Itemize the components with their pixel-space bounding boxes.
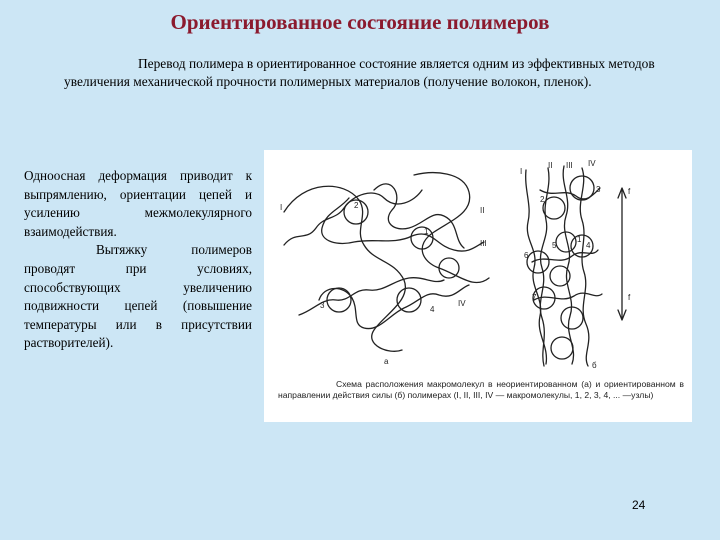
label-a-chain-IV: IV bbox=[458, 299, 466, 308]
figure-caption-text: Схема расположения макромолекул в неориентированном (а) и ориентированном в направлении действия силы (б) полимерах (I, II, III, IV — макромолекулы, 1, 2, 3, 4, ... —узлы) bbox=[278, 379, 684, 400]
chain-a-VI bbox=[284, 190, 422, 245]
intro-paragraph bbox=[64, 55, 664, 91]
label-b-chain-I: I bbox=[520, 167, 523, 176]
polymer-scheme-figure bbox=[264, 150, 692, 422]
label-a-chain-II: II bbox=[480, 206, 485, 215]
label-b-node-5: 5 bbox=[552, 241, 557, 250]
label-a-node-3: 3 bbox=[320, 301, 325, 310]
intro-text: Перевод полимера в ориентированное состояние является одним из эффективных методов увеличения механической прочности полимерных материалов (получение волокон, пленок). bbox=[64, 56, 655, 89]
label-a-chain-III: III bbox=[480, 239, 487, 248]
label-a-node-2: 2 bbox=[354, 201, 359, 210]
label-b-panel: б bbox=[592, 361, 597, 370]
label-a-chain-I: I bbox=[280, 203, 283, 212]
label-b-node-7: 7 bbox=[532, 293, 537, 302]
label-b-chain-II: II bbox=[548, 161, 553, 170]
label-a-panel: а bbox=[384, 357, 389, 366]
label-b-node-1: 1 bbox=[577, 235, 582, 244]
label-a-node-4: 4 bbox=[430, 305, 435, 314]
label-b-node-6: 6 bbox=[524, 251, 529, 260]
node-b-8 bbox=[561, 307, 583, 329]
label-b-node-4: 4 bbox=[586, 241, 591, 250]
figure-caption bbox=[278, 379, 684, 401]
label-b-force-top: f bbox=[628, 187, 631, 196]
page-number: 24 bbox=[632, 498, 646, 512]
chain-b-VII bbox=[534, 293, 602, 300]
node-b-2 bbox=[543, 197, 565, 219]
label-b-node-2: 2 bbox=[540, 195, 545, 204]
label-b-force-bottom: f bbox=[628, 293, 631, 302]
node-a-5 bbox=[439, 258, 459, 278]
node-b-9 bbox=[551, 337, 573, 359]
left-text-block bbox=[24, 167, 252, 353]
chain-a-IV bbox=[319, 285, 469, 329]
label-a-node-1: 1 bbox=[424, 227, 429, 236]
chain-a-I bbox=[284, 186, 405, 351]
slide-title: Ориентированное состояние полимеров bbox=[170, 10, 550, 34]
label-b-node-3: 3 bbox=[596, 185, 601, 194]
label-b-chain-III: III bbox=[566, 161, 573, 170]
label-b-chain-IV: IV bbox=[588, 159, 596, 168]
left-paragraph-1: Одноосная деформация приводит к выпрямлению, ориентации цепей и усилению межмолекулярного взаимодействия. bbox=[24, 168, 252, 239]
left-paragraph-2: Вытяжку полимеров проводят при условиях, способствующих увеличению подвижности цепей (повышение температуры или в присутствии растворителей). bbox=[24, 242, 252, 351]
node-b-6 bbox=[527, 251, 549, 273]
